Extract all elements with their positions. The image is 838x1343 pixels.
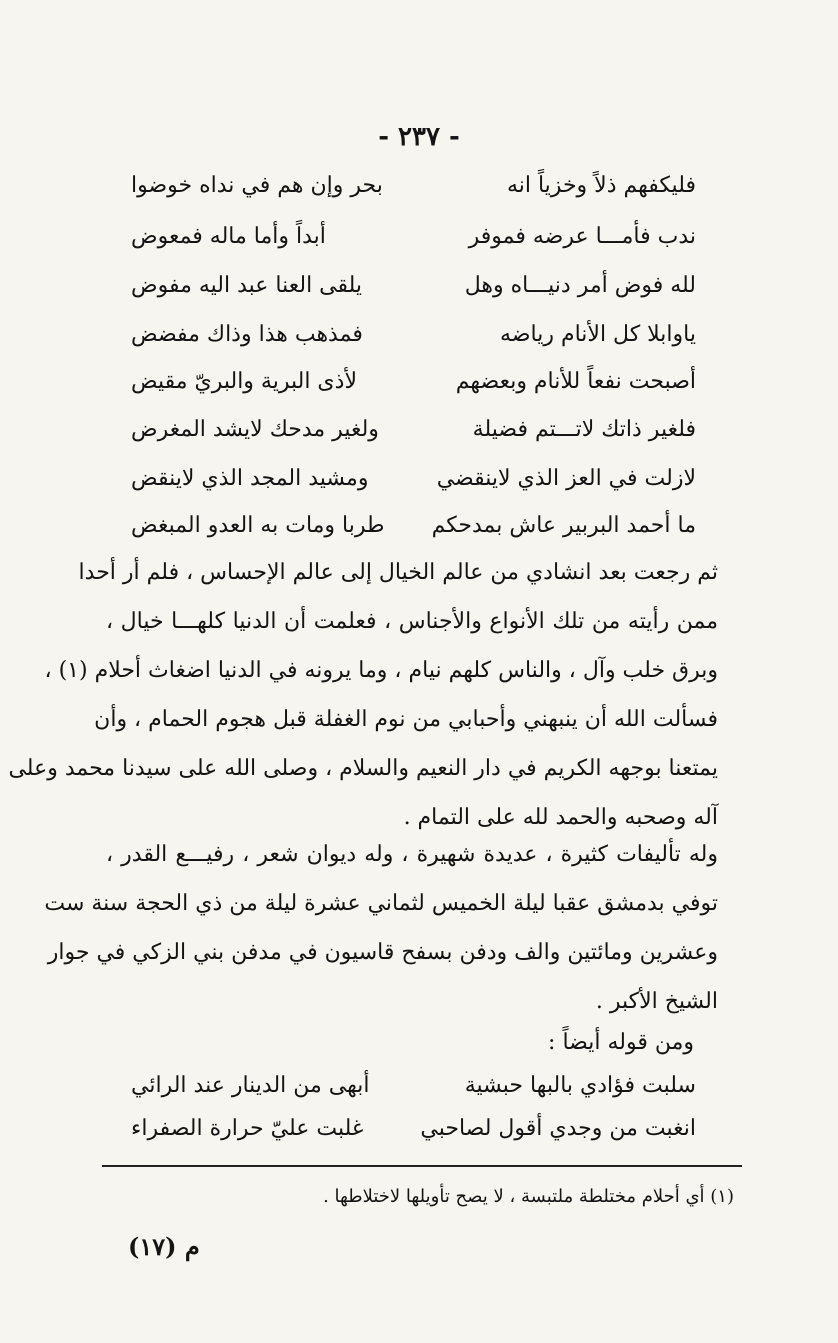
paragraph-line: ممن رأيته من تلك الأنواع والأجناس ، فعلمت أن الدنيا كلهـــا خيال ،	[106, 609, 718, 634]
verse-line	[131, 315, 696, 355]
paragraph-line: توفي بدمشق عقبا ليلة الخميس لثماني عشرة ليلة من ذي الحجة سنة ست	[44, 891, 718, 916]
paragraph-line: وبرق خلب وآل ، والناس كلهم نيام ، وما يرونه في الدنيا اضغاث أحلام (١) ،	[44, 658, 718, 683]
verse-line	[131, 362, 696, 402]
paragraph-line: الشيخ الأكبر .	[595, 989, 718, 1014]
verse-line	[131, 506, 696, 546]
verse-second-hemistich: ومشيد المجد الذي لاينقض	[131, 466, 369, 491]
paragraph-line: ثم رجعت بعد انشادي من عالم الخيال إلى عالم الإحساس ، فلم أر أحدا	[78, 560, 718, 585]
verse-line	[131, 1066, 696, 1106]
verse-first-hemistich: ما أحمد البربير عاش بمدحكم	[431, 513, 696, 538]
paragraph-closing	[8, 548, 718, 842]
verse-second-hemistich: يلقى العنا عبد اليه مفوض	[131, 273, 363, 298]
verse-second-hemistich: أبداً وأما ماله فمعوض	[131, 224, 326, 249]
verse-line	[131, 217, 696, 257]
verse-first-hemistich: فليكفهم ذلاً وخزياً انه	[506, 173, 696, 198]
verse-first-hemistich: لازلت في العز الذي لاينقضي	[436, 466, 696, 491]
verse-second-hemistich: بحر وإن هم في نداه خوضوا	[131, 173, 383, 198]
verse-line	[131, 166, 696, 206]
signature-mark: م (١٧)	[128, 1232, 200, 1261]
footnote: (١) أي أحلام مختلطة ملتبسة ، لا يصح تأويلها لاختلاطها .	[323, 1186, 734, 1207]
paragraph-line: آله وصحبه والحمد لله على التمام .	[403, 805, 718, 830]
paragraph-line: يمتعنا بوجهه الكريم في دار النعيم والسلام ، وصلى الله على سيدنا محمد وعلى	[8, 756, 718, 781]
verse-first-hemistich: سلبت فؤادي بالبها حبشية	[464, 1073, 696, 1098]
verse-second-hemistich: ولغير مدحك لايشد المغرض	[131, 417, 379, 442]
verse-first-hemistich: انغبت من وجدي أقول لصاحبي	[420, 1116, 696, 1141]
verse-line	[131, 1109, 696, 1149]
verse-line	[131, 459, 696, 499]
paragraph-line: وله تأليفات كثيرة ، عديدة شهيرة ، وله ديوان شعر ، رفيـــع القدر ،	[106, 842, 718, 867]
footnote-divider	[102, 1165, 742, 1167]
verse-line	[131, 410, 696, 450]
paragraph-line: فسألت الله أن ينبهني وأحبابي من نوم الغفلة قبل هجوم الحمام ، وأن	[94, 707, 718, 732]
verse-first-hemistich: لله فوض أمر دنيـــاه وهل	[464, 273, 696, 298]
verse-second-hemistich: أبهى من الدينار عند الرائي	[131, 1073, 370, 1098]
verse-second-hemistich: لأذى البرية والبريّ مقيض	[131, 369, 357, 394]
verse-second-hemistich: طربا ومات به العدو المبغض	[131, 513, 385, 538]
paragraph-line: وعشرين ومائتين والف ودفن بسفح قاسيون في مدفن بني الزكي في جوار	[47, 940, 718, 965]
poem-intro: ومن قوله أيضاً :	[548, 1030, 694, 1055]
verse-first-hemistich: فلغير ذاتك لاتـــتم فضيلة	[472, 417, 696, 442]
verse-second-hemistich: غلبت عليّ حرارة الصفراء	[131, 1116, 364, 1141]
page-number: - ٢٣٧ -	[378, 122, 460, 152]
verse-first-hemistich: ياوابلا كل الأنام رياضه	[500, 322, 696, 347]
paragraph-biography	[44, 830, 718, 1026]
verse-first-hemistich: أصبحت نفعاً للأنام وبعضهم	[455, 369, 696, 394]
verse-first-hemistich: ندب فأمـــا عرضه فموفر	[468, 224, 696, 249]
verse-line	[131, 266, 696, 306]
verse-second-hemistich: فمذهب هذا وذاك مفضض	[131, 322, 363, 347]
